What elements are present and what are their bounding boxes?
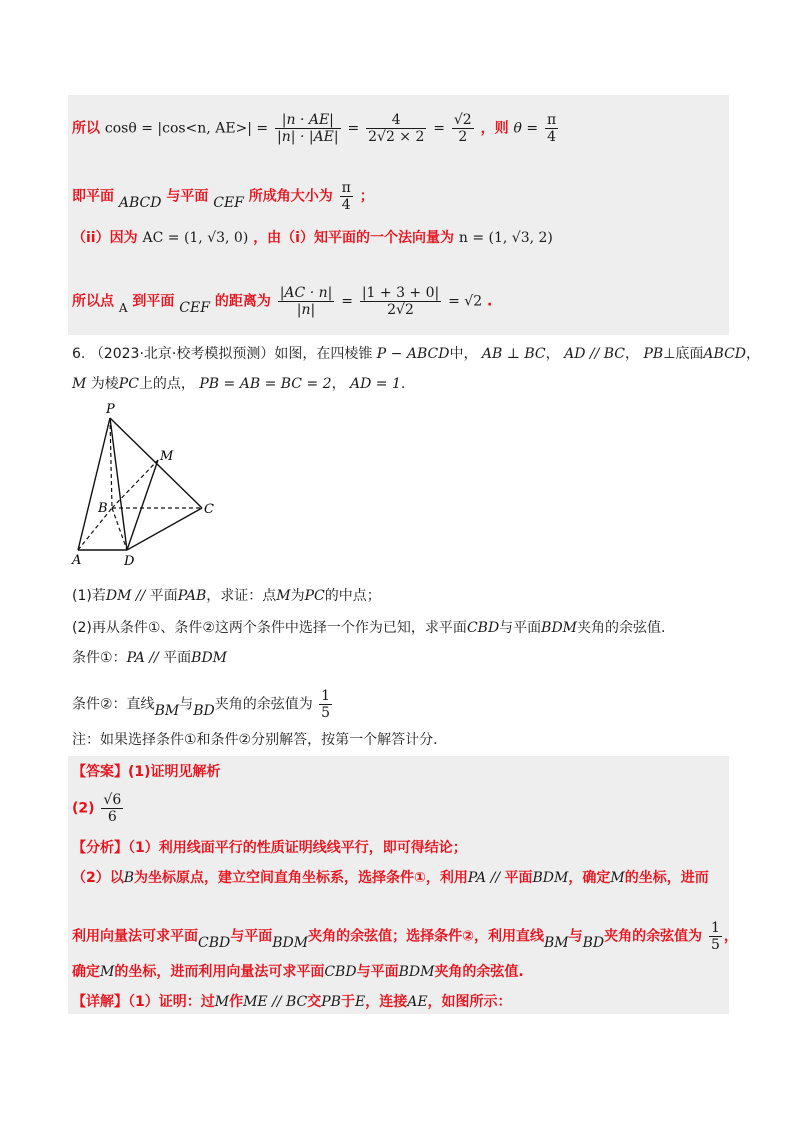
solution-line-distance: 所以点 A 到平面 CEF 的距离为 $\frac{|AC \cdot n|}{|n|}$ = $\frac{|1 + 3 + 0|}{2√2}$ = √2 . — [72, 285, 493, 318]
answer-line-2: (2) $\frac{√6}{6}$ — [72, 792, 122, 825]
problem-statement-line-2: M 为棱PC上的点， PB = AB = BC = 2， AD = 1. — [72, 376, 406, 392]
cos-fraction-1: $\frac{|n \cdot AE|}{|n| \cdot |AE|}$ — [277, 112, 339, 145]
answer-fraction: $\frac{√6}{6}$ — [103, 792, 122, 825]
edge-DM — [127, 460, 158, 550]
analysis-line-1: 【分析】（1）利用线面平行的性质证明线线平行，即可得结论； — [72, 840, 467, 856]
detail-line-1: 【详解】（1）证明：过M作ME // BC交PB于E，连接AE，如图所示： — [72, 994, 512, 1010]
condition-1: 条件①：PA // 平面BDM — [72, 650, 228, 666]
cos-expression: cosθ = |cos<n, AE>| = — [104, 120, 269, 137]
label-M: M — [160, 449, 174, 464]
label-B: B — [98, 501, 108, 516]
solution-line-angle: 即平面 ABCD 与平面 CEF 所成角大小为 $\frac{\pi}{4}$ ； — [72, 180, 374, 213]
analysis-line-3: 利用向量法可求平面CBD与平面BDM夹角的余弦值；选择条件②，利用直线BM与BD夹角的余弦值为 $\frac{1}{5}$ ， — [72, 920, 738, 953]
question-1: (1)若DM // 平面PAB，求证：点M为PC的中点； — [72, 588, 381, 604]
label-P: P — [106, 402, 115, 417]
cos-fraction-3: $\frac{√2}{2}$ — [453, 112, 472, 145]
analysis-line-2: （2）以B为坐标原点，建立空间直角坐标系，选择条件①，利用PA // 平面BDM，确定M的坐标，进而 — [72, 870, 709, 886]
label-D: D — [124, 554, 135, 569]
theta-fraction: $\frac{\pi}{4}$ — [546, 112, 557, 145]
edge-PC — [110, 418, 202, 508]
edge-PA — [78, 418, 110, 550]
label-C: C — [204, 502, 214, 517]
condition-2-fraction: $\frac{1}{5}$ — [321, 688, 331, 721]
question-2: (2)再从条件①、条件②这两个条件中选择一个作为已知，求平面CBD与平面BDM夹角的余弦值. — [72, 620, 666, 636]
pyramid-figure — [70, 398, 220, 573]
solution-line-cos: 所以 cosθ = |cos<n, AE>| = $\frac{|n \cdot AE|}{|n| \cdot |AE|}$ = $\frac{4}{2√2 \times 2}$ = $\frac{√2}{2}$ ，则 θ = $\frac{\pi}{4}$ — [72, 112, 557, 145]
cos-fraction-2: $\frac{4}{2√2 \times 2}$ — [368, 112, 425, 145]
condition-2: 条件②：直线BM与BD夹角的余弦值为 $\frac{1}{5}$ — [72, 688, 331, 721]
answer-line-1: 【答案】(1)证明见解析 — [72, 764, 221, 780]
distance-fraction-1: $\frac{|AC \cdot n|}{|n|}$ — [279, 285, 333, 318]
edge-PD — [110, 418, 127, 550]
solution-line-normal: （ii）因为 AC = (1, √3, 0) ，由（i）知平面的一个法向量为 n = (1, √3, 2) — [72, 230, 553, 246]
edge-DC — [127, 508, 202, 550]
problem-statement-line-1: 6. （2023·北京·校考模拟预测）如图，在四棱锥 P − ABCD中， AB ⊥ BC， AD // BC， PB⊥底面ABCD， — [72, 346, 761, 362]
analysis-fraction: $\frac{1}{5}$ — [710, 920, 720, 953]
problem-note: 注：如果选择条件①和条件②分别解答，按第一个解答计分. — [72, 732, 438, 748]
label-A: A — [72, 553, 82, 568]
distance-fraction-2: $\frac{|1 + 3 + 0|}{2√2}$ — [361, 285, 440, 318]
angle-fraction: $\frac{\pi}{4}$ — [341, 180, 351, 213]
analysis-line-4: 确定M的坐标，进而利用向量法可求平面CBD与平面BDM夹角的余弦值. — [72, 964, 524, 980]
